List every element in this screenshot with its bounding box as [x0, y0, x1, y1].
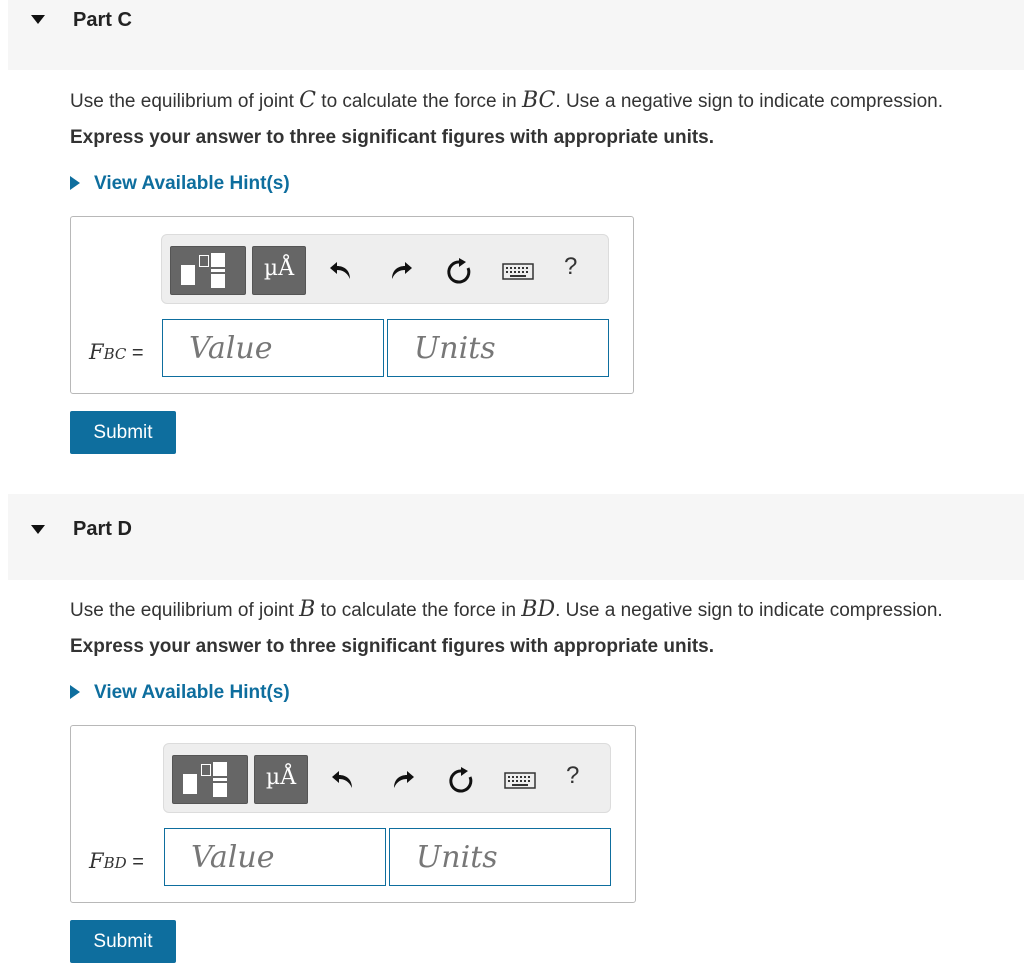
units-glyph: µÅ: [263, 256, 295, 281]
units-field[interactable]: [389, 828, 611, 886]
math-toolbar: [161, 234, 609, 304]
units-glyph: µÅ: [265, 765, 297, 790]
redo-icon[interactable]: [388, 766, 416, 794]
view-hints-link[interactable]: View Available Hint(s): [70, 682, 290, 704]
part-header[interactable]: [8, 494, 1024, 580]
value-input[interactable]: [163, 320, 383, 376]
units-input[interactable]: [388, 320, 608, 376]
answer-box: [70, 725, 636, 903]
question-text: Use the equilibrium of joint C to calculate the force in BC. Use a negative sign to indicate compression.: [70, 88, 943, 113]
expand-caret-icon: [70, 176, 80, 190]
help-icon[interactable]: ?: [564, 253, 578, 280]
templates-icon[interactable]: [172, 755, 248, 804]
part-title: Part C: [73, 9, 132, 31]
answer-box: [70, 216, 634, 394]
value-field[interactable]: [164, 828, 386, 886]
units-field[interactable]: [387, 319, 609, 377]
submit-button[interactable]: Submit: [70, 920, 176, 963]
keyboard-icon[interactable]: [502, 257, 534, 285]
instruction-text: Express your answer to three significant figures with appropriate units.: [70, 127, 715, 148]
variable-label: FBC =: [89, 340, 144, 364]
undo-icon[interactable]: [328, 257, 356, 285]
collapse-caret-icon[interactable]: [31, 15, 45, 24]
submit-button[interactable]: Submit: [70, 411, 176, 454]
templates-icon[interactable]: [170, 246, 246, 295]
units-icon[interactable]: [254, 755, 308, 804]
units-input[interactable]: [390, 829, 610, 885]
question-text: Use the equilibrium of joint B to calculate the force in BD. Use a negative sign to indicate compression.: [70, 597, 943, 622]
math-toolbar: [163, 743, 611, 813]
redo-icon[interactable]: [386, 257, 414, 285]
reset-icon[interactable]: [447, 766, 475, 794]
part-title: Part D: [73, 518, 132, 540]
value-input[interactable]: [165, 829, 385, 885]
variable-label: FBD =: [89, 849, 144, 873]
reset-icon[interactable]: [445, 257, 473, 285]
collapse-caret-icon[interactable]: [31, 525, 45, 534]
undo-icon[interactable]: [330, 766, 358, 794]
view-hints-link[interactable]: View Available Hint(s): [70, 173, 290, 195]
units-icon[interactable]: [252, 246, 306, 295]
keyboard-icon[interactable]: [504, 766, 536, 794]
help-icon[interactable]: ?: [566, 762, 580, 789]
value-field[interactable]: [162, 319, 384, 377]
part-header[interactable]: [8, 0, 1024, 70]
instruction-text: Express your answer to three significant figures with appropriate units.: [70, 636, 715, 657]
expand-caret-icon: [70, 685, 80, 699]
